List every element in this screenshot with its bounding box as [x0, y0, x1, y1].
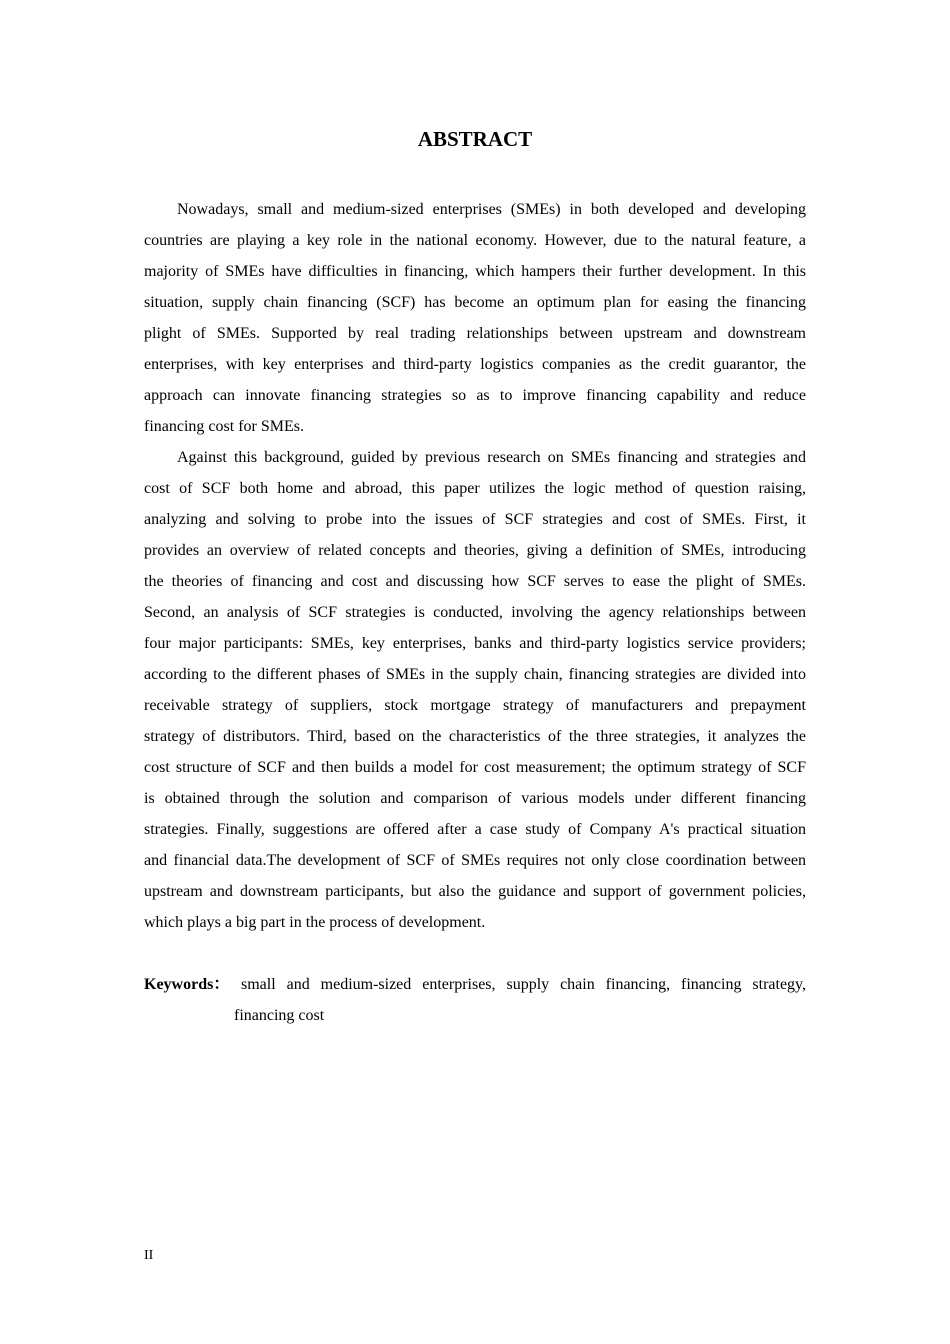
- paragraph-line: financing cost for SMEs.: [144, 418, 304, 435]
- page-title: ABSTRACT: [417, 127, 533, 151]
- paragraph-line: four major participants: SMEs, key enterprises, banks and third-party logistics service providers;: [144, 635, 806, 652]
- paragraph-line: which plays a big part in the process of development.: [144, 914, 486, 931]
- paragraph-line: cost of SCF both home and abroad, this paper utilizes the logic method of question raising,: [144, 480, 806, 497]
- paragraph-line: strategy of distributors. Third, based on the characteristics of the three strategies, it analyzes the: [144, 728, 806, 745]
- paragraph-line: plight of SMEs. Supported by real trading relationships between upstream and downstream: [144, 325, 806, 342]
- paragraph-line: strategies. Finally, suggestions are offered after a case study of Company A's practical situation: [144, 821, 806, 838]
- abstract-body: [144, 198, 806, 942]
- paragraph-line: enterprises, with key enterprises and third-party logistics companies as the credit guarantor, the: [144, 356, 806, 373]
- paragraph-line: situation, supply chain financing (SCF) has become an optimum plan for easing the financing: [144, 294, 806, 311]
- paragraph-line: approach can innovate financing strategies so as to improve financing capability and reduce: [144, 387, 806, 404]
- paragraph-line: is obtained through the solution and comparison of various models under different financing: [144, 790, 806, 807]
- paragraph-line: Second, an analysis of SCF strategies is conducted, involving the agency relationships between: [144, 604, 806, 621]
- paragraph-line: provides an overview of related concepts and theories, giving a definition of SMEs, introducing: [144, 542, 806, 559]
- paragraph-line: according to the different phases of SMEs in the supply chain, financing strategies are divided into: [144, 666, 806, 683]
- paragraph-line: Against this background, guided by previous research on SMEs financing and strategies and: [177, 449, 806, 466]
- keywords-line-2: financing cost: [234, 1007, 325, 1024]
- paragraph-line: receivable strategy of suppliers, stock mortgage strategy of manufacturers and prepayment: [144, 697, 806, 714]
- paragraph: [144, 446, 806, 942]
- paragraph-line: cost structure of SCF and then builds a model for cost measurement; the optimum strategy of SCF: [144, 759, 806, 776]
- keywords-label: Keywords：: [144, 976, 230, 993]
- keywords-line-1: small and medium-sized enterprises, supply chain financing, financing strategy,: [241, 976, 806, 993]
- paragraph-line: and financial data.The development of SCF of SMEs requires not only close coordination between: [144, 852, 806, 869]
- paragraph-line: the theories of financing and cost and discussing how SCF serves to ease the plight of SMEs.: [144, 573, 806, 590]
- paragraph-line: majority of SMEs have difficulties in financing, which hampers their further development. In this: [144, 263, 806, 280]
- paragraph-line: Nowadays, small and medium-sized enterprises (SMEs) in both developed and developing: [177, 201, 806, 218]
- keywords-section: [144, 973, 806, 1035]
- page-number: II: [144, 1248, 154, 1263]
- paragraph: [144, 198, 806, 446]
- paragraph-line: analyzing and solving to probe into the issues of SCF strategies and cost of SMEs. First, it: [144, 511, 806, 528]
- paragraph-line: upstream and downstream participants, but also the guidance and support of government policies,: [144, 883, 806, 900]
- paragraph-line: countries are playing a key role in the national economy. However, due to the natural feature, a: [144, 232, 806, 249]
